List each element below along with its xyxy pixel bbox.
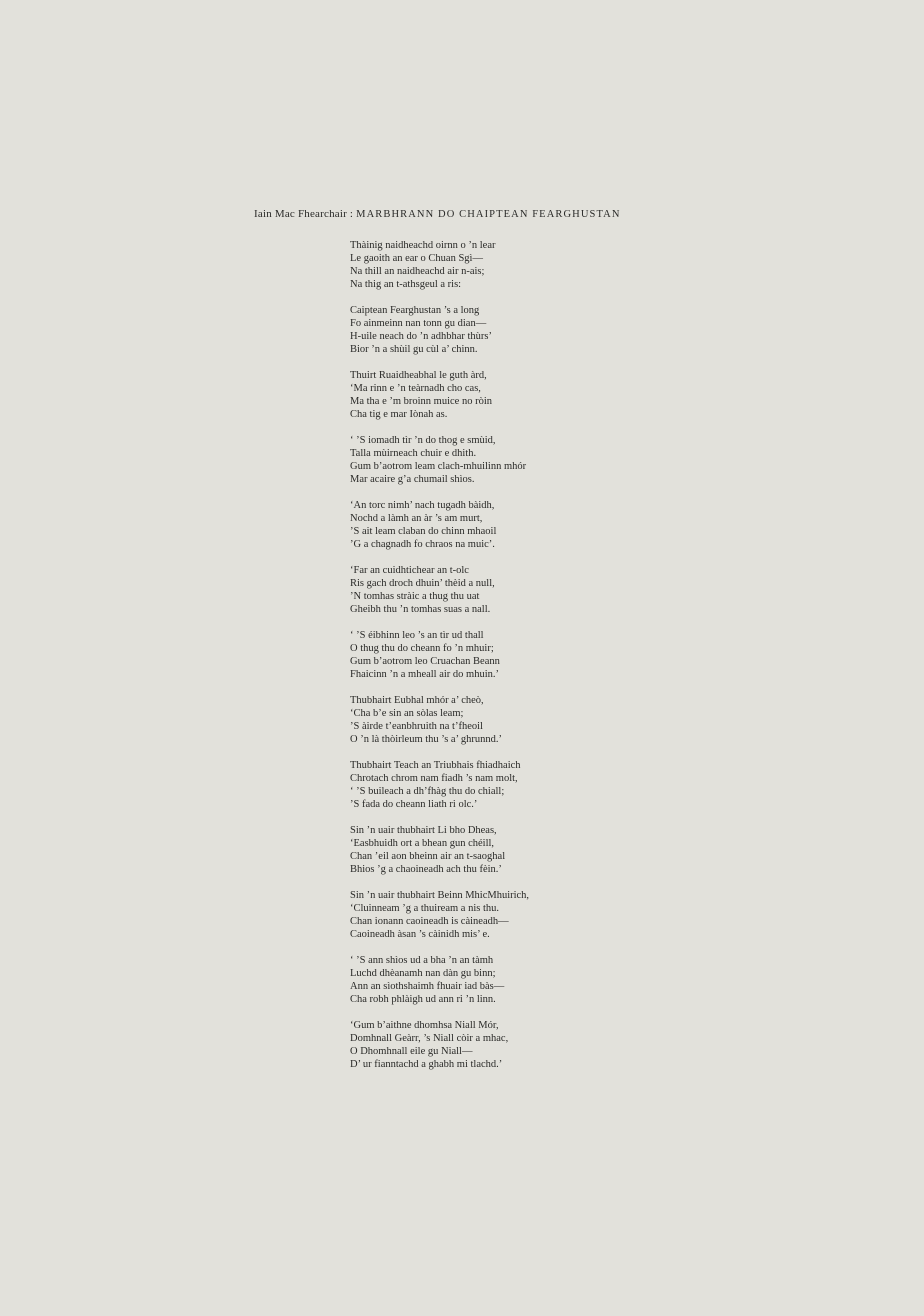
stanza: [350, 1019, 529, 1071]
stanza: [350, 629, 529, 681]
stanza: [350, 824, 529, 876]
poem-line: Talla mùirneach chuir e dhith.: [350, 448, 477, 459]
poem-line: Na thig an t-athsgeul a ris:: [350, 279, 462, 290]
poem-title: MARBHRANN DO CHAIPTEAN FEARGHUSTAN: [356, 209, 621, 220]
stanza: [350, 304, 529, 356]
poem-line: Nochd a làmh an àr ’s am murt,: [350, 513, 483, 524]
poem-line: H-uile neach do ’n adhbhar thùrs’: [350, 331, 492, 342]
poem-line: Thuirt Ruaidheabhal le guth àrd,: [350, 370, 487, 381]
poem-line: Caoineadh àsan ’s càinidh mis’ e.: [350, 929, 490, 940]
poem-line: Ma tha e ’m broinn muice no ròin: [350, 396, 493, 407]
poem-line: ’S fada do cheann liath ri olc.’: [350, 799, 478, 810]
poem-line: ‘ ’S iomadh tìr ’n do thog e smùid,: [350, 435, 496, 446]
poem-line: Cha robh phlàigh ud ann ri ’n linn.: [350, 994, 496, 1005]
poem-line: Chan ’eil aon bheinn air an t-saoghal: [350, 851, 506, 862]
poem-line: ‘An torc nimh’ nach tugadh bàidh,: [350, 500, 495, 511]
stanza: [350, 499, 529, 551]
author-name: Iain Mac Fhearchair :: [254, 208, 354, 220]
stanza: [350, 694, 529, 746]
stanza: [350, 954, 529, 1006]
poem-line: Caiptean Fearghustan ’s a long: [350, 305, 480, 316]
poem-body: [350, 239, 529, 1084]
poem-line: Thubhairt Eubhal mhór a’ cheò,: [350, 695, 484, 706]
poem-line: Gum b’aotrom leam clach-mhuilinn mhór: [350, 461, 527, 472]
poem-line: Fo ainmeinn nan tonn gu dian—: [350, 318, 487, 329]
poem-line: ‘Ma rinn e ’n teàrnadh cho cas,: [350, 383, 481, 394]
poem-line: O thug thu do cheann fo ’n mhuir;: [350, 643, 494, 654]
poem-line: ’S àirde t’eanbhruith na t’fheoil: [350, 721, 483, 732]
poem-line: ‘ ’S buileach a dh’fhàg thu do chiall;: [350, 786, 505, 797]
poem-line: ’G a chagnadh fo chraos na muic’.: [350, 539, 495, 550]
stanza: [350, 369, 529, 421]
poem-line: Chrotach chrom nam fiadh ’s nam molt,: [350, 773, 518, 784]
poem-line: ‘Easbhuidh ort a bhean gun chéill,: [350, 838, 495, 849]
poem-line: Domhnall Geàrr, ’s Niall còir a mhac,: [350, 1033, 509, 1044]
stanza: [350, 434, 529, 486]
poem-line: Le gaoith an ear o Chuan Sgì—: [350, 253, 483, 264]
poem-line: Bhios ’g a chaoineadh ach thu fèin.’: [350, 864, 502, 875]
poem-line: ‘ ’S éibhinn leo ’s an tìr ud thall: [350, 630, 484, 641]
poem-line: ’S ait leam claban do chinn mhaoil: [350, 526, 497, 537]
poem-line: Bior ’n a shùil gu cùl a’ chinn.: [350, 344, 478, 355]
poem-line: Thubhairt Teach an Triubhais fhiadhaich: [350, 760, 521, 771]
poem-line: Fhaicinn ’n a mheall air do mhuin.’: [350, 669, 500, 680]
poem-line: ‘ ’S ann shìos ud a bha ’n an tàmh: [350, 955, 494, 966]
poem-line: Chan ionann caoineadh is càineadh—: [350, 916, 509, 927]
poem-line: Ris gach droch dhuin’ thèid a null,: [350, 578, 495, 589]
poem-line: Luchd dhèanamh nan dàn gu binn;: [350, 968, 496, 979]
poem-line: ’N tomhas stràic a thug thu uat: [350, 591, 480, 602]
poem-heading: [254, 208, 621, 220]
poem-line: ‘Far an cuidhtichear an t-olc: [350, 565, 469, 576]
stanza: [350, 564, 529, 616]
poem-line: Mar acaire g’a chumail shìos.: [350, 474, 475, 485]
poem-line: D’ ur fianntachd a ghabh mi tlachd.’: [350, 1059, 503, 1070]
poem-line: O Dhomhnall eile gu Niall—: [350, 1046, 473, 1057]
poem-line: Sin ’n uair thubhairt Li bho Dheas,: [350, 825, 497, 836]
poem-line: Sin ’n uair thubhairt Beinn MhicMhuirich,: [350, 890, 530, 901]
poem-line: Na thill an naidheachd air n-ais;: [350, 266, 485, 277]
stanza: [350, 239, 529, 291]
stanza: [350, 759, 529, 811]
poem-line: ‘Cha b’e sin an sòlas leam;: [350, 708, 464, 719]
poem-line: Cha tig e mar Iònah as.: [350, 409, 448, 420]
poem-line: O ’n là thòirleum thu ’s a’ ghrunnd.’: [350, 734, 503, 745]
poem-line: ‘Cluinneam ’g a thuiream a nis thu.: [350, 903, 500, 914]
poem-line: Gum b’aotrom leo Cruachan Beann: [350, 656, 500, 667]
poem-line: Ann an sìothshaimh fhuair iad bàs—: [350, 981, 505, 992]
poem-line: Thàinig naidheachd oirnn o ’n lear: [350, 240, 496, 251]
poem-line: Gheibh thu ’n tomhas suas a nall.: [350, 604, 491, 615]
poem-line: ‘Gum b’aithne dhomhsa Niall Mór,: [350, 1020, 499, 1031]
stanza: [350, 889, 529, 941]
